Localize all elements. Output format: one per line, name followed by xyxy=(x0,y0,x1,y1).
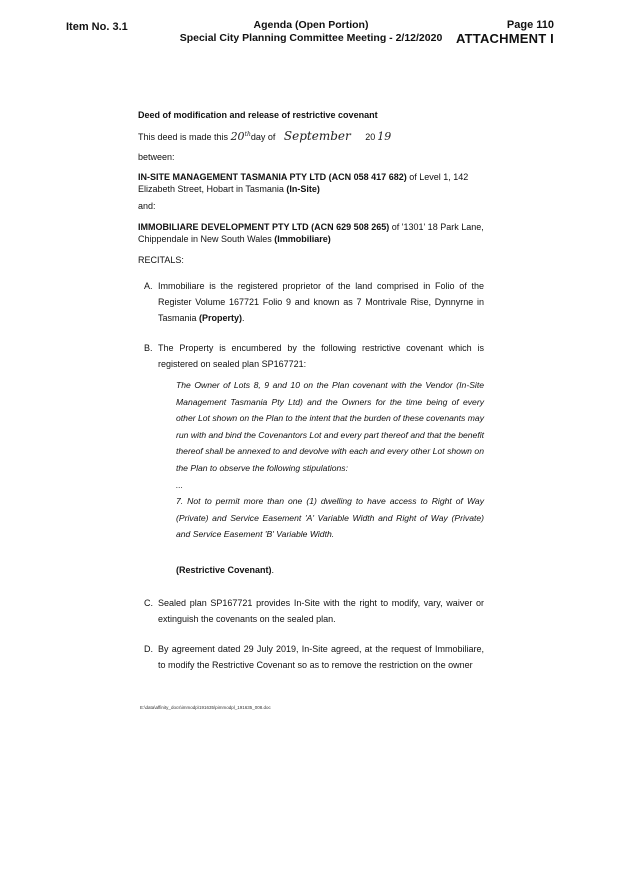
recital-label: D. xyxy=(144,644,153,654)
and-label: and: xyxy=(138,201,156,211)
defined-term: (Restrictive Covenant) xyxy=(176,565,272,575)
recital-a xyxy=(144,278,484,326)
party2-short: (Immobiliare) xyxy=(274,234,331,244)
handwritten-year: 19 xyxy=(377,130,392,143)
recital-text: The Property is encumbered by the following restrictive covenant which is registered on sealed plan SP167721: xyxy=(158,343,484,369)
recital-label: C. xyxy=(144,598,153,608)
party1-short: (In-Site) xyxy=(286,184,320,194)
recital-text xyxy=(158,278,484,326)
recital-a-body: Immobiliare is the registered proprietor of the land comprised in Folio of the Register Volume 167721 Folio 9 and known as 7 Montrivale Rise, Dynnyrne in Tasmania xyxy=(158,281,484,323)
covenant-paragraph-2: 7. Not to permit more than one (1) dwelling to have access to Right of Way (Private) and Service Easement 'A' Variable Width and Right of Way (Private) and Service Easement 'B' Variable Width. xyxy=(176,496,484,540)
page-number: Page 110 xyxy=(506,19,554,31)
recital-a-defined: (Property) xyxy=(199,313,243,323)
day-of-label: day of xyxy=(250,132,276,142)
recital-d xyxy=(144,641,484,673)
handwritten-day-suffix: th xyxy=(244,131,251,138)
item-number: Item No. 3.1 xyxy=(66,21,128,33)
party-immobiliare xyxy=(138,221,484,245)
recital-a-tail: . xyxy=(242,313,245,323)
recital-label: B. xyxy=(144,343,153,353)
year-prefix: 20 xyxy=(365,132,376,142)
recital-c xyxy=(144,595,484,627)
recital-text: By agreement dated 29 July 2019, In-Site agreed, at the request of Immobiliare, to modify the Restrictive Covenant so as to remove the restriction on the owner xyxy=(158,644,484,670)
defined-term-tail: . xyxy=(271,565,275,575)
handwritten-day: 20 xyxy=(230,130,245,143)
party2-address: of '1301' 18 Park Lane, Chippendale in New South Wales xyxy=(138,222,484,244)
meeting-title: Special City Planning Committee Meeting - 2/12/2020 xyxy=(179,31,443,44)
document-path-footer: E:\data\affinity_docs\immodp\191635\pimmodpl_191635_008.doc xyxy=(140,705,271,710)
made-prefix: This deed is made this xyxy=(138,132,229,142)
deed-title: Deed of modification and release of restrictive covenant xyxy=(138,110,378,120)
attachment-label: ATTACHMENT I xyxy=(456,31,554,46)
party-in-site xyxy=(138,171,484,195)
party1-address: of Level 1, 142 Elizabeth Street, Hobart in Tasmania xyxy=(138,172,469,194)
agenda-header xyxy=(150,19,472,44)
deed-date-line xyxy=(138,129,484,143)
covenant-paragraph-1: The Owner of Lots 8, 9 and 10 on the Plan covenant with the Vendor (In-Site Management Tasmania Pty Ltd) and the Owners for the time being of every other Lot shown on the Plan to the intent that the burden of these covenants may run with and bind the Covenantors Lot and every part thereof and that the benefit thereof shall be annexed to and devolve with each and every other Lot shown on the Plan to observe the following stipulations: xyxy=(176,380,484,473)
party2-name: IMMOBILIARE DEVELOPMENT PTY LTD (ACN 629 508 265) xyxy=(138,222,390,232)
covenant-quote xyxy=(176,377,484,543)
party1-name: IN-SITE MANAGEMENT TASMANIA PTY LTD (ACN 058 417 682) xyxy=(138,172,407,182)
restrictive-covenant-term xyxy=(176,564,484,576)
handwritten-month: September xyxy=(283,129,351,143)
recitals-heading: RECITALS: xyxy=(138,255,184,265)
recital-text: Sealed plan SP167721 provides In-Site with the right to modify, vary, waiver or extinguish the covenants on the sealed plan. xyxy=(158,598,484,624)
between-label: between: xyxy=(138,152,175,162)
covenant-ellipsis: ... xyxy=(176,479,184,490)
recital-label: A. xyxy=(144,281,153,291)
agenda-title: Agenda (Open Portion) xyxy=(253,19,369,31)
page-header-right xyxy=(456,19,554,46)
recital-b xyxy=(144,340,484,372)
